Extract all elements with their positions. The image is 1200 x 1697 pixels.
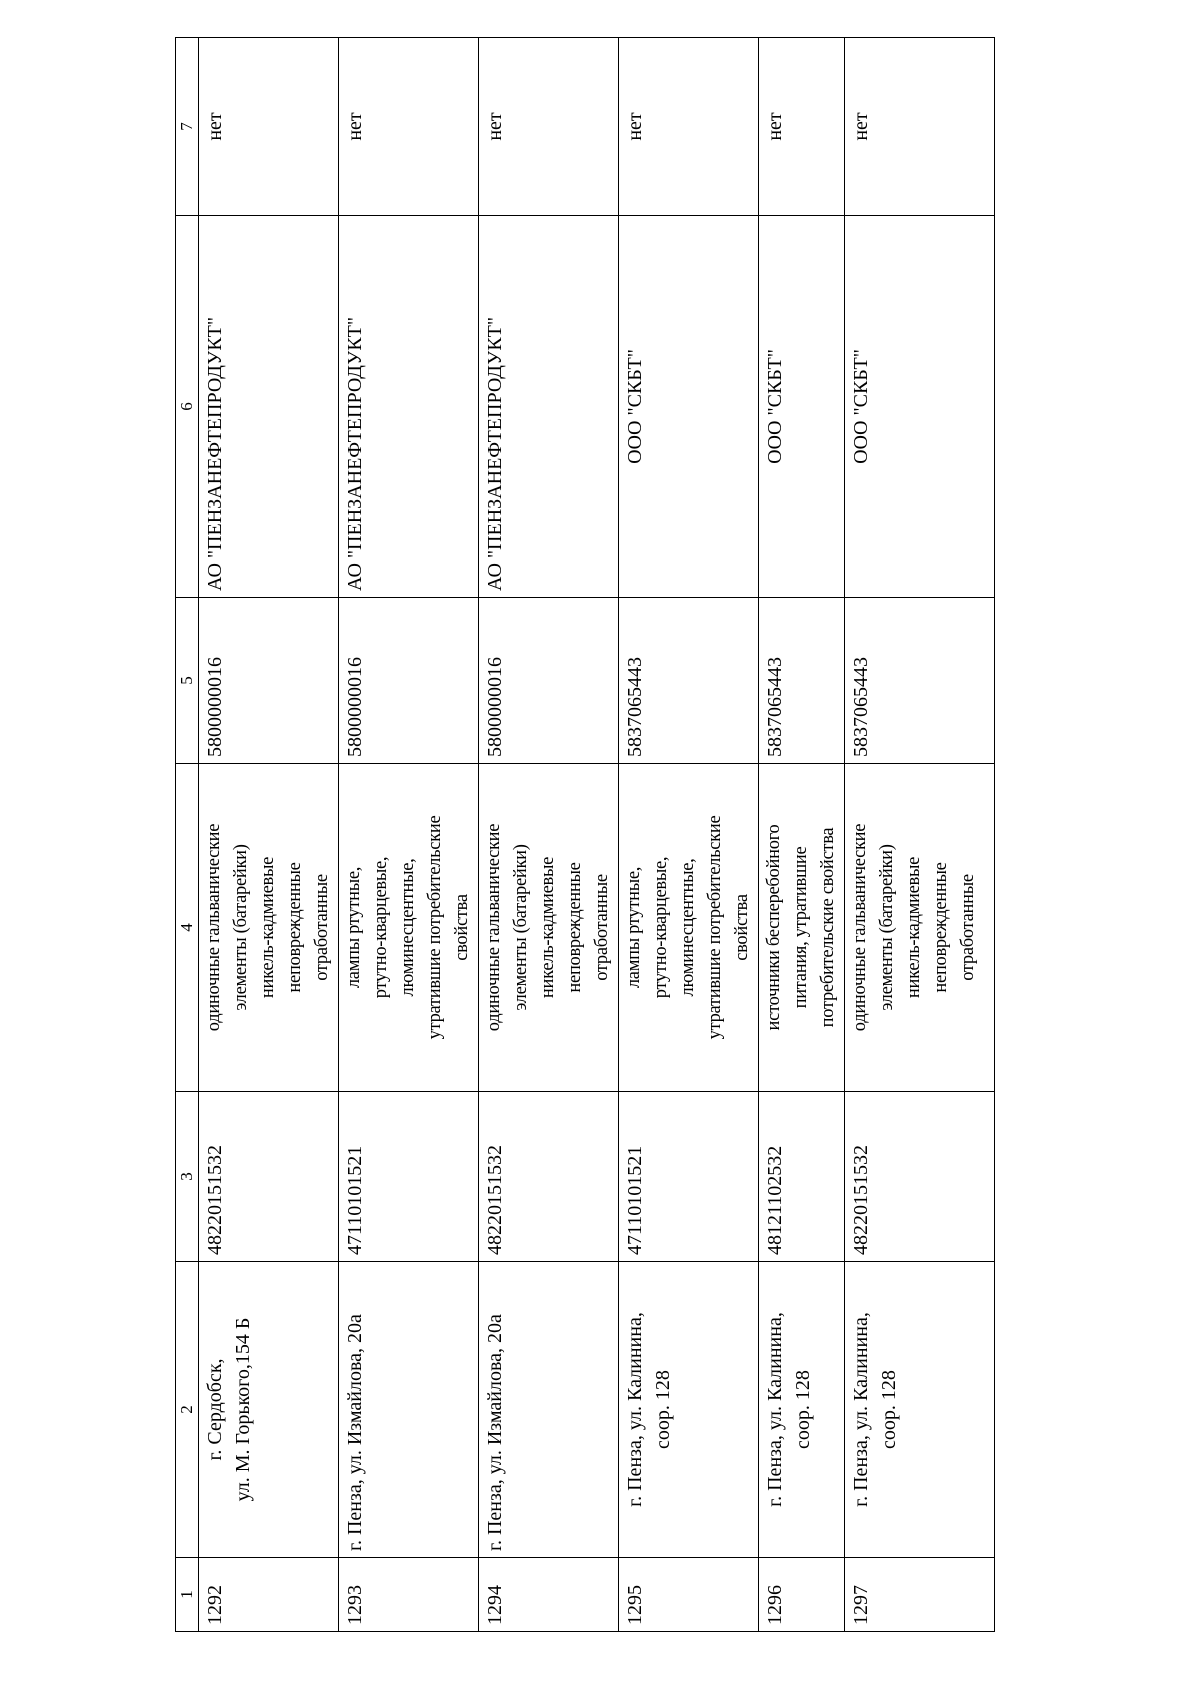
waste-code-cell: 48220151532 [199, 1092, 339, 1262]
flag-cell: нет [845, 38, 995, 216]
column-number-header: 7 [176, 38, 199, 216]
row-number-cell: 1292 [199, 1558, 339, 1632]
table-row [479, 38, 619, 1632]
column-number-header: 6 [176, 216, 199, 598]
waste-name-cell: одиночные гальванические элементы (батарейки) никель-кадмиевые неповрежденные отработанные [479, 764, 619, 1092]
inn-cell: 5837065443 [759, 598, 845, 764]
flag-cell: нет [199, 38, 339, 216]
address-cell: г. Пенза, ул. Калинина, соор. 128 [619, 1262, 759, 1558]
table-row [199, 38, 339, 1632]
column-number-header: 2 [176, 1262, 199, 1558]
inn-cell: 5800000016 [199, 598, 339, 764]
address-cell: г. Сердобск, ул. М. Горького,154 Б [199, 1262, 339, 1558]
waste-code-cell: 47110101521 [339, 1092, 479, 1262]
inn-cell: 5837065443 [619, 598, 759, 764]
organization-cell: АО "ПЕНЗАНЕФТЕПРОДУКТ" [339, 216, 479, 598]
organization-cell: ООО "СКБТ" [759, 216, 845, 598]
row-number-cell: 1297 [845, 1558, 995, 1632]
flag-cell: нет [759, 38, 845, 216]
waste-name-cell: одиночные гальванические элементы (батарейки) никель-кадмиевые неповрежденные отработанные [845, 764, 995, 1092]
inn-cell: 5800000016 [339, 598, 479, 764]
row-number-cell: 1296 [759, 1558, 845, 1632]
column-number-header: 1 [176, 1558, 199, 1632]
table-row [619, 38, 759, 1632]
waste-name-cell: одиночные гальванические элементы (батарейки) никель-кадмиевые неповрежденные отработанные [199, 764, 339, 1092]
waste-code-cell: 48220151532 [479, 1092, 619, 1262]
waste-code-cell: 48220151532 [845, 1092, 995, 1262]
address-cell: г. Пенза, ул. Калинина, соор. 128 [845, 1262, 995, 1558]
waste-name-cell: источники бесперебойного питания, утратившие потребительские свойства [759, 764, 845, 1092]
row-number-cell: 1295 [619, 1558, 759, 1632]
column-number-header: 5 [176, 598, 199, 764]
waste-name-cell: лампы ртутные, ртутно-кварцевые, люминесцентные, утратившие потребительские свойства [339, 764, 479, 1092]
table-row [339, 38, 479, 1632]
inn-cell: 5800000016 [479, 598, 619, 764]
header-row [176, 38, 199, 1632]
flag-cell: нет [339, 38, 479, 216]
address-cell: г. Пенза, ул. Калинина, соор. 128 [759, 1262, 845, 1558]
organization-cell: ООО "СКБТ" [845, 216, 995, 598]
organization-cell: ООО "СКБТ" [619, 216, 759, 598]
row-number-cell: 1294 [479, 1558, 619, 1632]
table-row [759, 38, 845, 1632]
registry-table [175, 37, 995, 1632]
address-cell: г. Пенза, ул. Измайлова, 20а [339, 1262, 479, 1558]
table-row [845, 38, 995, 1632]
row-number-cell: 1293 [339, 1558, 479, 1632]
rotated-table-wrapper [175, 38, 978, 1632]
flag-cell: нет [479, 38, 619, 216]
address-cell: г. Пенза, ул. Измайлова, 20а [479, 1262, 619, 1558]
waste-name-cell: лампы ртутные, ртутно-кварцевые, люминесцентные, утратившие потребительские свойства [619, 764, 759, 1092]
inn-cell: 5837065443 [845, 598, 995, 764]
column-number-header: 4 [176, 764, 199, 1092]
flag-cell: нет [619, 38, 759, 216]
organization-cell: АО "ПЕНЗАНЕФТЕПРОДУКТ" [199, 216, 339, 598]
waste-code-cell: 48121102532 [759, 1092, 845, 1262]
column-number-header: 3 [176, 1092, 199, 1262]
waste-code-cell: 47110101521 [619, 1092, 759, 1262]
organization-cell: АО "ПЕНЗАНЕФТЕПРОДУКТ" [479, 216, 619, 598]
